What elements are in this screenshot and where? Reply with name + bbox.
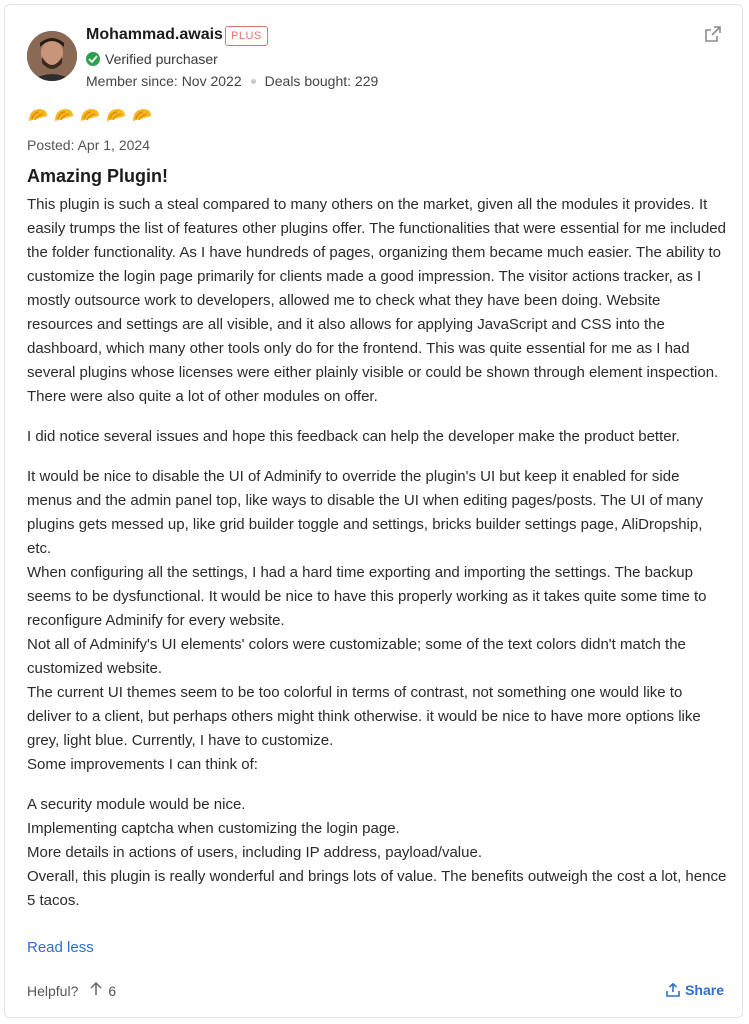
review-paragraph: It would be nice to disable the UI of Adminify to override the plugin's UI but keep it enabled for side menus and the admin panel top, like ways to disable the UI when editing pages/posts. The UI of many plugins gets messed up, like grid builder toggle and settings, bricks builder settings page, AliDropship, etc. — [27, 468, 703, 557]
taco-icon — [105, 107, 127, 123]
review-body — [27, 193, 727, 913]
member-since: Member since: Nov 2022 — [86, 73, 242, 89]
review-paragraph: Some improvements I can think of: — [27, 756, 258, 773]
review-paragraph: Implementing captcha when customizing the login page. — [27, 820, 400, 837]
rating-tacos — [27, 107, 157, 123]
avatar[interactable] — [27, 31, 77, 81]
share-icon — [666, 983, 680, 997]
plus-badge: PLUS — [225, 26, 268, 46]
helpful-label: Helpful? — [27, 982, 79, 999]
review-paragraph: Not all of Adminify's UI elements' colors were customizable; some of the text colors didn't match the customized website. — [27, 636, 686, 677]
separator-dot — [251, 79, 256, 84]
review-paragraph: The current UI themes seem to be too colorful in terms of contrast, not something one would like to deliver to a client, but perhaps others might think otherwise. it would be nice to have more options like grey, light blue. Currently, I have to customize. — [27, 684, 701, 749]
review-title: Amazing Plugin! — [27, 166, 168, 186]
member-info — [86, 73, 378, 89]
verified-status — [86, 51, 218, 67]
review-card — [4, 4, 743, 1018]
external-link-icon[interactable] — [704, 25, 722, 43]
read-less-link[interactable]: Read less — [27, 939, 94, 956]
posted-date: Posted: Apr 1, 2024 — [27, 137, 150, 153]
taco-icon — [79, 107, 101, 123]
arrow-up-icon[interactable] — [90, 982, 102, 999]
check-circle-icon — [86, 52, 100, 66]
verified-label: Verified purchaser — [105, 51, 218, 67]
review-paragraph: More details in actions of users, including IP address, payload/value. — [27, 844, 482, 861]
share-button[interactable] — [666, 982, 724, 998]
taco-icon — [27, 107, 49, 123]
deals-bought: Deals bought: 229 — [264, 73, 379, 89]
review-paragraph: When configuring all the settings, I had a hard time exporting and importing the settings. The backup seems to be dysfunctional. It would be nice to have this properly working as it takes quite some time to reconfigure Adminify for every website. — [27, 564, 707, 629]
taco-icon — [131, 107, 153, 123]
review-paragraph: A security module would be nice. — [27, 796, 246, 813]
review-paragraph: Overall, this plugin is really wonderful and brings lots of value. The benefits outweigh the cost a lot, hence 5 tacos. — [27, 868, 727, 909]
taco-icon — [53, 107, 75, 123]
review-paragraph: I did notice several issues and hope this feedback can help the developer make the product better. — [27, 428, 680, 445]
username[interactable]: Mohammad.awais — [86, 26, 223, 43]
helpful-count: 6 — [108, 982, 117, 999]
share-label: Share — [685, 982, 724, 998]
review-paragraph: This plugin is such a steal compared to many others on the market, given all the modules it provides. It easily trumps the list of features other plugins offer. The functionalities that were essential for me included the folder functionality. As I have hundreds of pages, organizing them became much easier. The ability to customize the login page primarily for clients made a good impression. The visitor actions tracker, as I mostly outsource work to developers, allowed me to check what they have been doing. Website resources and settings are all visible, and it also allows for applying JavaScript and CSS into the dashboard, which many other tools only do for the frontend. This was quite essential for me as I had several plugins whose licenses were either plainly visible or could be shown through element inspection. There were also quite a lot of other modules on offer. — [27, 196, 726, 405]
helpful-section — [27, 982, 116, 999]
